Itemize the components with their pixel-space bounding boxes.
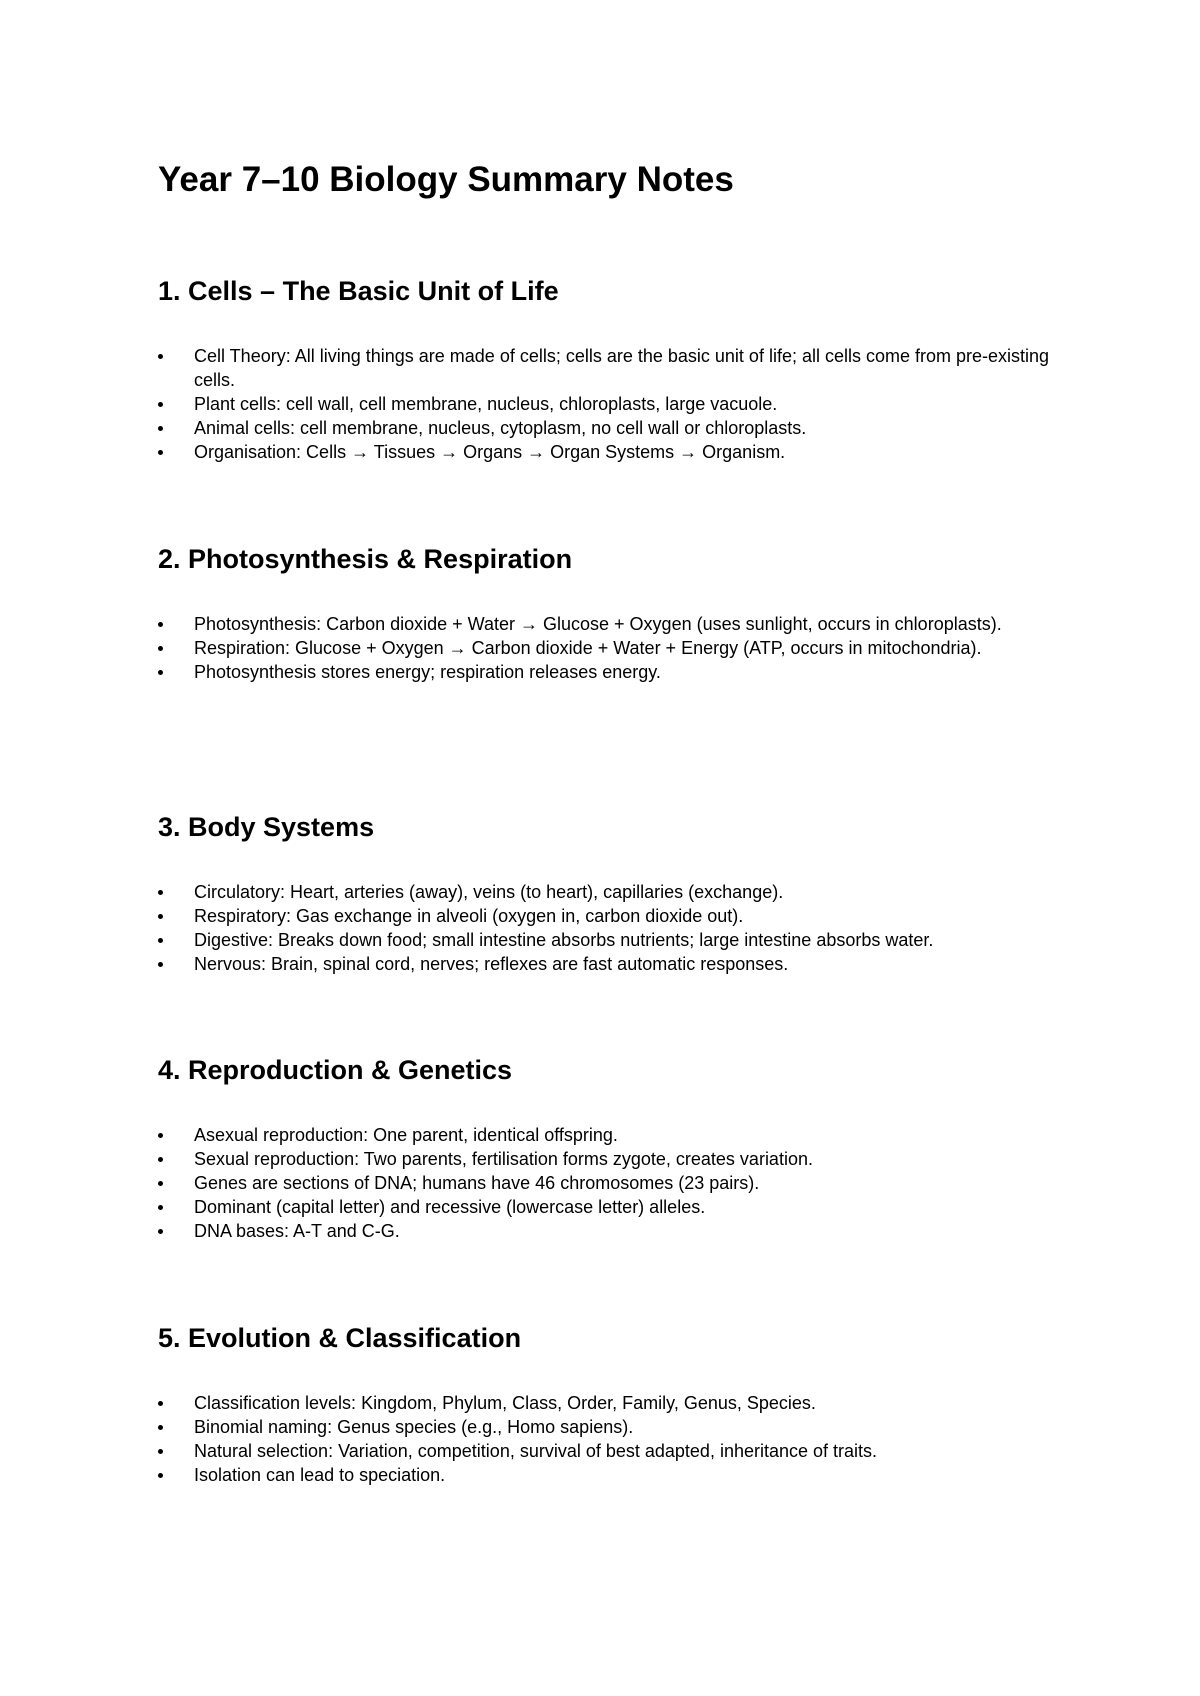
bullet-icon [158, 890, 163, 895]
section-evolution-classification [158, 1321, 1058, 1487]
list-item-text: Digestive: Breaks down food; small intestine absorbs nutrients; large intestine absorbs water. [194, 930, 934, 950]
list-item-text: Respiration: Glucose + Oxygen → Carbon dioxide + Water + Energy (ATP, occurs in mitochondria). [194, 638, 982, 658]
list-item-text: Cell Theory: All living things are made of cells; cells are the basic unit of life; all cells come from pre-existing cells. [194, 346, 1050, 390]
section-heading: 2. Photosynthesis & Respiration [158, 544, 573, 574]
list-item [158, 1147, 1058, 1171]
list-item [158, 1439, 1058, 1463]
section-cells [158, 274, 1058, 464]
list-item-text: Photosynthesis stores energy; respiration releases energy. [194, 662, 661, 682]
bullet-icon [158, 1229, 163, 1234]
section-heading: 3. Body Systems [158, 812, 375, 842]
list-item [158, 1195, 1058, 1219]
list-item-text: Classification levels: Kingdom, Phylum, Class, Order, Family, Genus, Species. [194, 1393, 816, 1413]
list-item [158, 416, 1058, 440]
list-item-text: Asexual reproduction: One parent, identical offspring. [194, 1125, 618, 1145]
bullet-icon [158, 670, 163, 675]
section-body-systems [158, 810, 1058, 976]
list-item-text: Photosynthesis: Carbon dioxide + Water → Glucose + Oxygen (uses sunlight, occurs in chloroplasts). [194, 614, 1002, 634]
list-item-text: Animal cells: cell membrane, nucleus, cytoplasm, no cell wall or chloroplasts. [194, 418, 807, 438]
list-item-text: Isolation can lead to speciation. [194, 1465, 446, 1485]
list-item [158, 1219, 1058, 1243]
list-item-text: Nervous: Brain, spinal cord, nerves; reflexes are fast automatic responses. [194, 954, 789, 974]
list-item [158, 636, 1058, 660]
list-item-text: Sexual reproduction: Two parents, fertilisation forms zygote, creates variation. [194, 1149, 813, 1169]
bullet-icon [158, 962, 163, 967]
section-heading: 4. Reproduction & Genetics [158, 1055, 513, 1085]
list-item-text: Natural selection: Variation, competition, survival of best adapted, inheritance of traits. [194, 1441, 878, 1461]
bullet-icon [158, 450, 163, 455]
list-item [158, 440, 1058, 464]
bullet-icon [158, 1449, 163, 1454]
list-item [158, 1171, 1058, 1195]
bullet-icon [158, 1133, 163, 1138]
list-item [158, 1123, 1058, 1147]
list-item [158, 660, 1058, 684]
bullet-icon [158, 426, 163, 431]
list-item-text: Genes are sections of DNA; humans have 46 chromosomes (23 pairs). [194, 1173, 760, 1193]
list-item-text: Circulatory: Heart, arteries (away), veins (to heart), capillaries (exchange). [194, 882, 784, 902]
document-title: Year 7–10 Biology Summary Notes [158, 160, 734, 199]
list-item-text: Plant cells: cell wall, cell membrane, nucleus, chloroplasts, large vacuole. [194, 394, 778, 414]
bullet-icon [158, 1157, 163, 1162]
bullet-icon [158, 402, 163, 407]
section-reproduction-genetics [158, 1053, 1058, 1243]
bullet-icon [158, 622, 163, 627]
list-item-text: Binomial naming: Genus species (e.g., Homo sapiens). [194, 1417, 634, 1437]
list-item [158, 880, 1058, 904]
bullet-list [158, 612, 1058, 684]
list-item [158, 1463, 1058, 1487]
bullet-icon [158, 1205, 163, 1210]
list-item-text: DNA bases: A-T and C-G. [194, 1221, 400, 1241]
list-item-text: Organisation: Cells → Tissues → Organs → Organ Systems → Organism. [194, 442, 786, 462]
bullet-icon [158, 938, 163, 943]
list-item [158, 928, 1058, 952]
bullet-icon [158, 1425, 163, 1430]
bullet-list [158, 880, 1058, 976]
bullet-icon [158, 1473, 163, 1478]
section-photosynthesis [158, 542, 1058, 684]
list-item-text: Respiratory: Gas exchange in alveoli (oxygen in, carbon dioxide out). [194, 906, 744, 926]
list-item [158, 1391, 1058, 1415]
section-heading: 5. Evolution & Classification [158, 1323, 522, 1353]
list-item [158, 1415, 1058, 1439]
bullet-list [158, 1123, 1058, 1243]
bullet-icon [158, 354, 163, 359]
list-item [158, 612, 1058, 636]
bullet-list [158, 1391, 1058, 1487]
list-item [158, 344, 1058, 392]
list-item [158, 392, 1058, 416]
list-item [158, 952, 1058, 976]
bullet-icon [158, 1181, 163, 1186]
bullet-icon [158, 1401, 163, 1406]
bullet-icon [158, 646, 163, 651]
bullet-icon [158, 914, 163, 919]
list-item-text: Dominant (capital letter) and recessive (lowercase letter) alleles. [194, 1197, 706, 1217]
section-heading: 1. Cells – The Basic Unit of Life [158, 276, 559, 306]
bullet-list [158, 344, 1058, 464]
list-item [158, 904, 1058, 928]
